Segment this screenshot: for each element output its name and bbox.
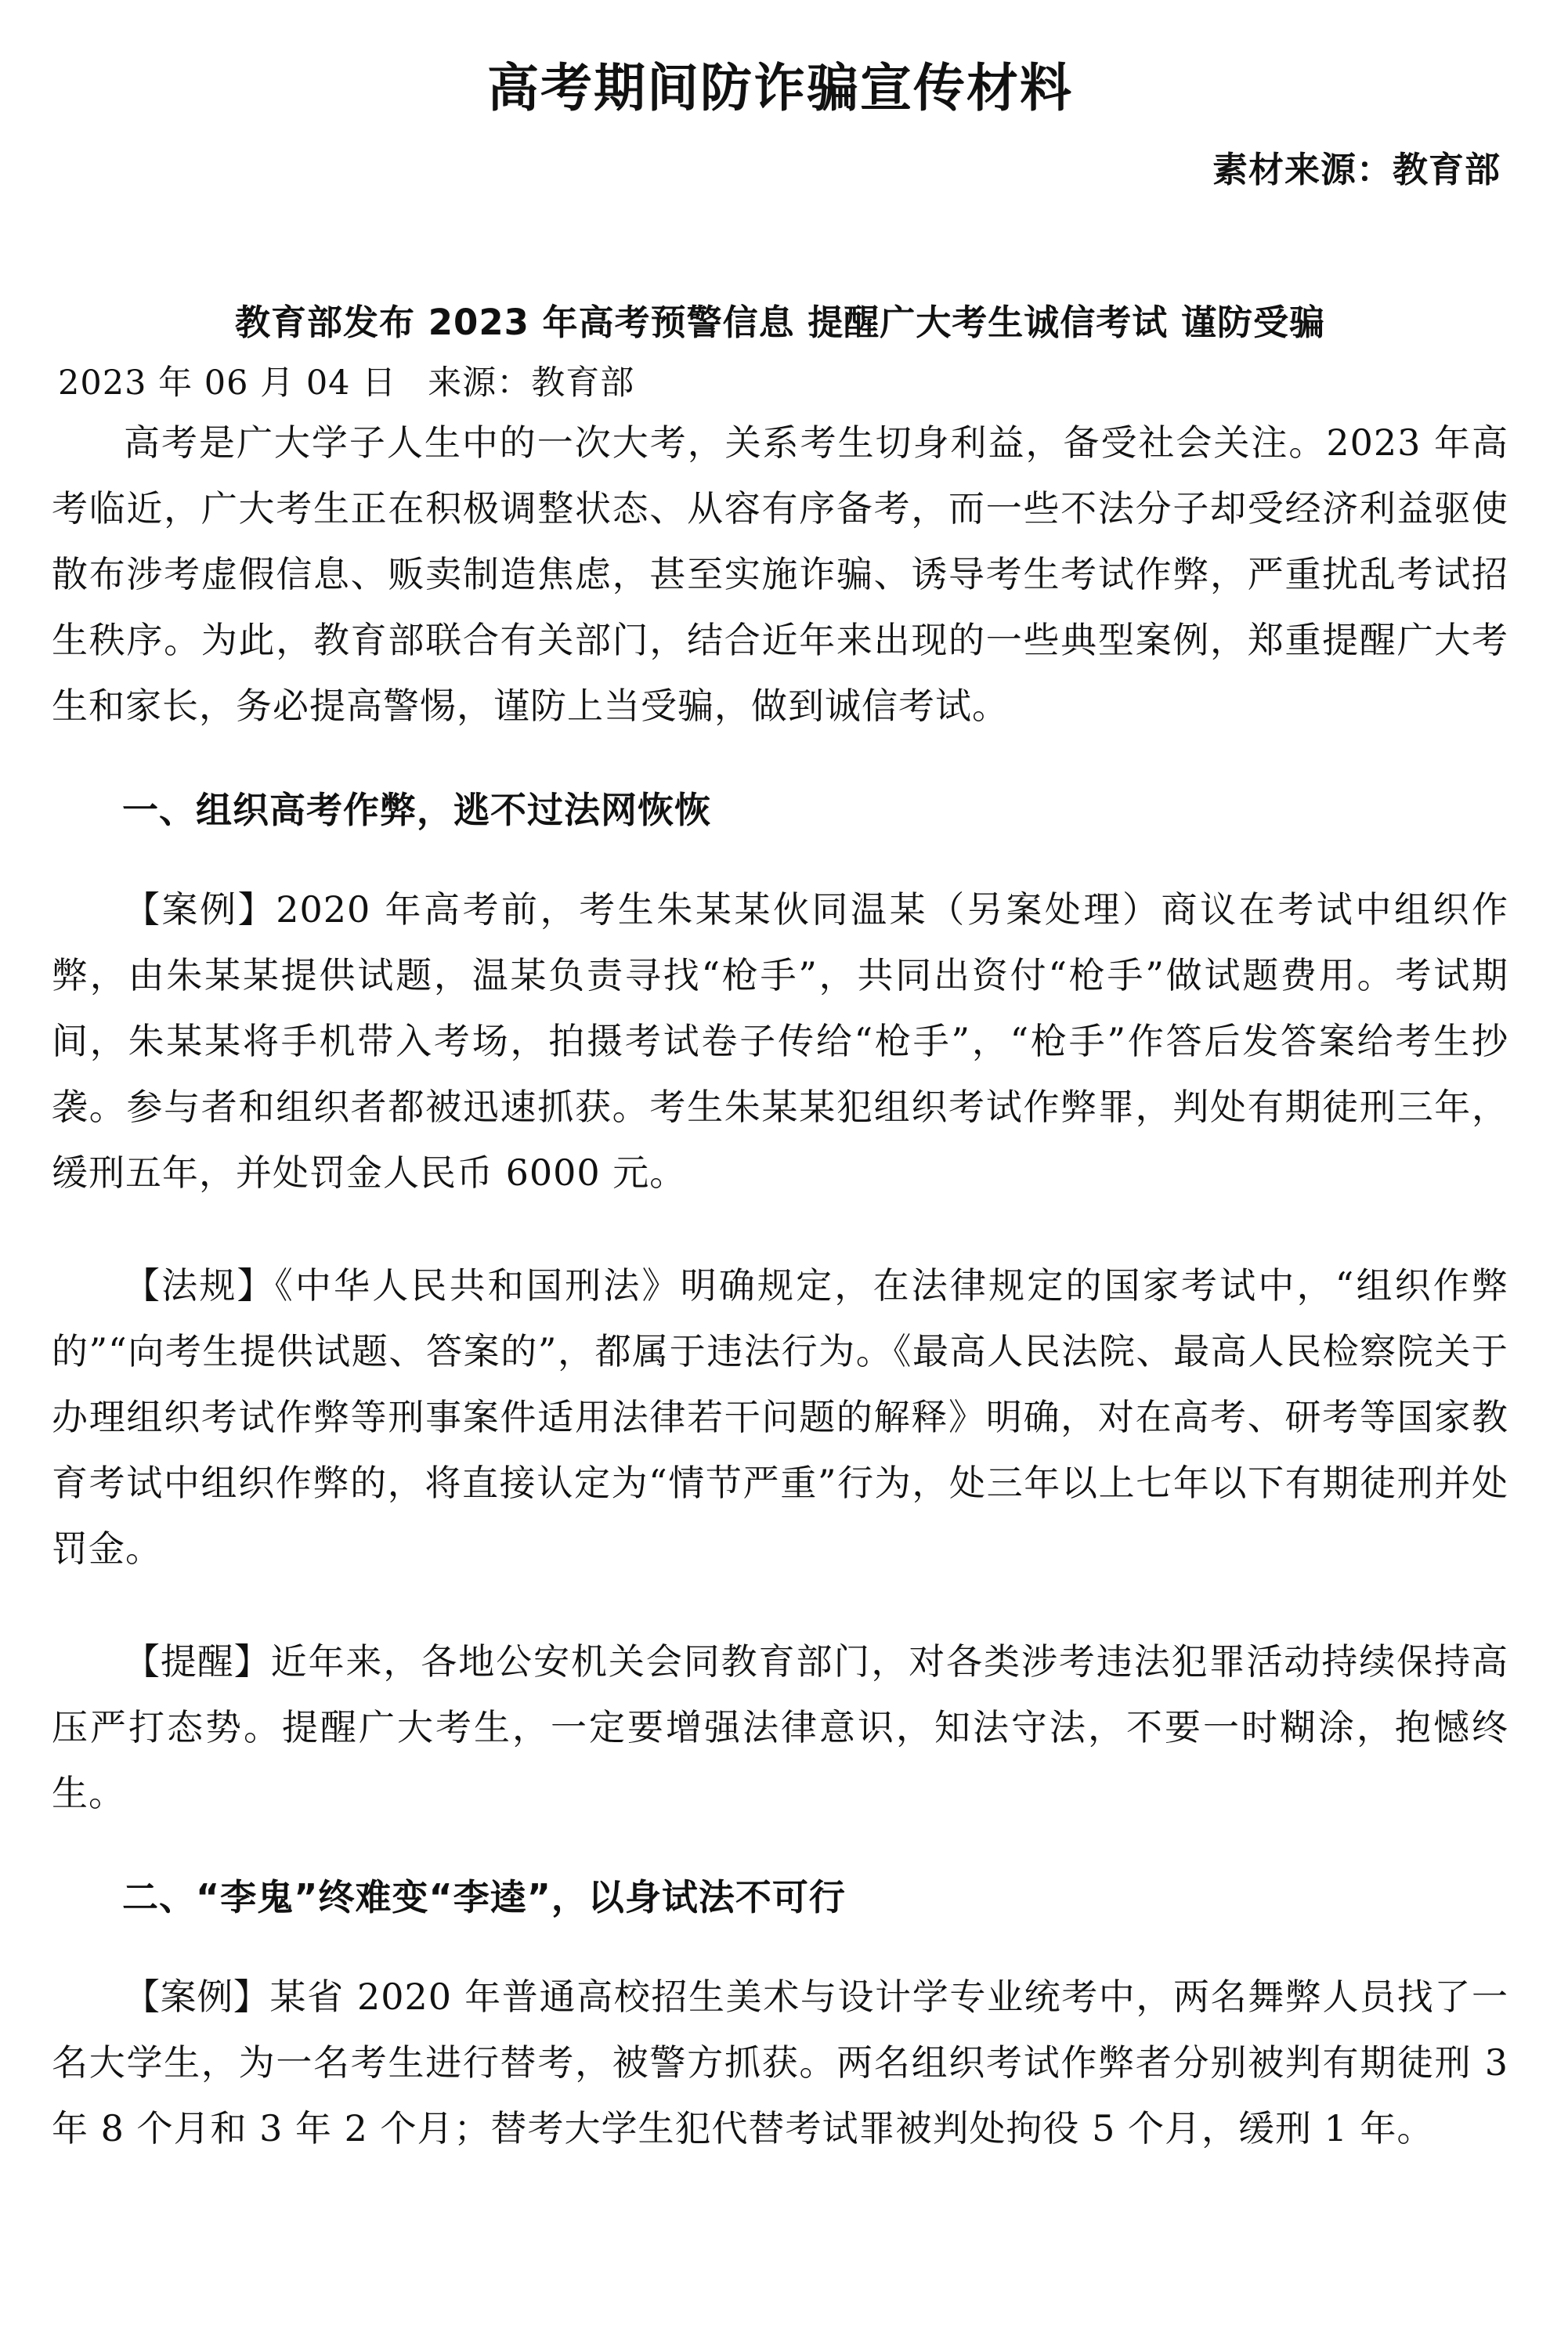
case-text: 2020 年高考前，考生朱某某伙同温某（另案处理）商议在考试中组织作弊，由朱某某提供试题，温某负责寻找“枪手”，共同出资付“枪手”做试题费用。考试期间，朱某某将手机带入考场，拍摄考试卷子传给“枪手”，“枪手”作答后发答案给考生抄袭。参与者和组织者都被迅速抓获。考生朱某某犯组织考试作弊罪，判处有期徒刑三年，缓刑五年，并处罚金人民币 6000 元。	[52, 888, 1508, 1194]
regulation-tag: 【法规】	[124, 1264, 275, 1307]
case-paragraph	[52, 1964, 1508, 2161]
article-source: 来源：教育部	[428, 363, 635, 403]
reminder-paragraph	[52, 1629, 1508, 1826]
section-heading: 一、组织高考作弊，逃不过法网恢恢	[122, 789, 711, 831]
section-heading: 二、“李鬼”终难变“李逵”，以身试法不可行	[122, 1876, 846, 1918]
case-text: 某省 2020 年普通高校招生美术与设计学专业统考中，两名舞弊人员找了一名大学生，为一名考生进行替考，被警方抓获。两名组织考试作弊者分别被判有期徒刑 3 年 8 个月和 3 年 2 个月；替考大学生犯代替考试罪被判处拘役 5 个月，缓刑 1 年。	[52, 1976, 1509, 2149]
regulation-paragraph	[52, 1253, 1508, 1582]
case-tag: 【案例】	[124, 888, 276, 931]
intro-paragraph: 高考是广大学子人生中的一次大考，关系考生切身利益，备受社会关注。2023 年高考临近，广大考生正在积极调整状态、从容有序备考，而一些不法分子却受经济利益驱使散布涉考虚假信息、贩卖制造焦虑，甚至实施诈骗、诱导考生考试作弊，严重扰乱考试招生秩序。为此，教育部联合有关部门，结合近年来出现的一些典型案例，郑重提醒广大考生和家长，务必提高警惕，谨防上当受骗，做到诚信考试。	[52, 421, 1508, 727]
reminder-text: 近年来，各地公安机关会同教育部门，对各类涉考违法犯罪活动持续保持高压严打态势。提醒广大考生，一定要增强法律意识，知法守法，不要一时糊涂，抱憾终生。	[52, 1640, 1509, 1814]
reminder-tag: 【提醒】	[124, 1640, 271, 1683]
case-paragraph	[52, 877, 1508, 1206]
article-title: 教育部发布 2023 年高考预警信息 提醒广大考生诚信考试 谨防受骗	[235, 302, 1325, 343]
case-tag: 【案例】	[124, 1976, 270, 2018]
dateline	[52, 363, 1508, 403]
document-title: 高考期间防诈骗宣传材料	[487, 58, 1073, 118]
material-source: 素材来源：教育部	[1212, 149, 1501, 190]
regulation-text: 《中华人民共和国刑法》明确规定，在法律规定的国家考试中，“组织作弊的”“向考生提供试题、答案的”，都属于违法行为。《最高人民法院、最高人民检察院关于办理组织考试作弊等刑事案件适用法律若干问题的解释》明确，对在高考、研考等国家教育考试中组织作弊的，将直接认定为“情节严重”行为，处三年以上七年以下有期徒刑并处罚金。	[52, 1264, 1508, 1570]
article-date: 2023 年 06 月 04 日	[58, 363, 397, 403]
